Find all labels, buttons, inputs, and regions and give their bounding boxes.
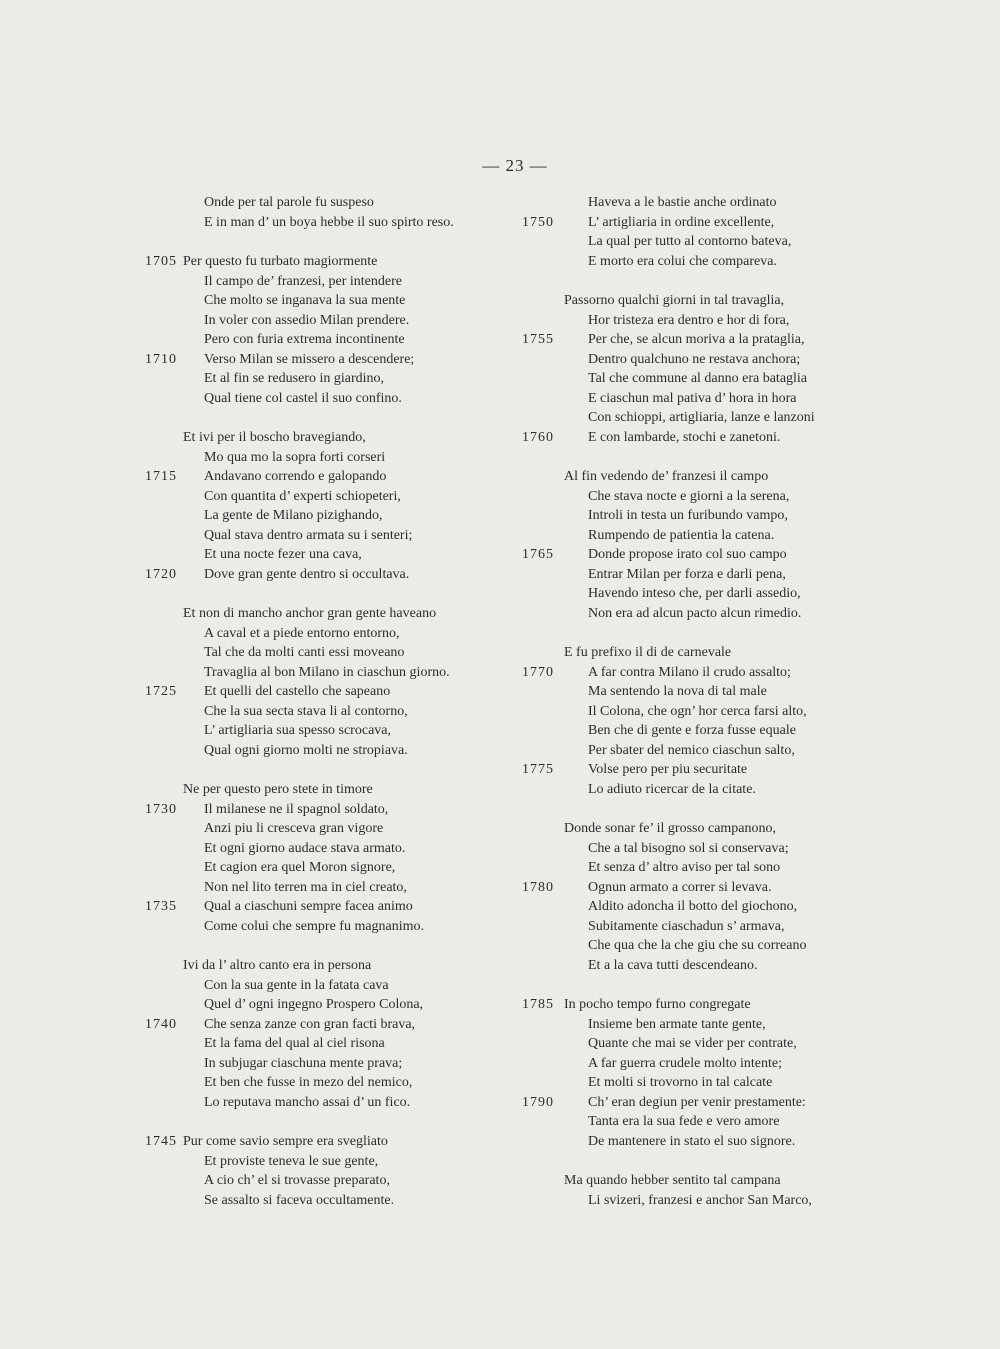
verse-text: A caval et a piede entorno entorno, <box>204 625 400 641</box>
verse-line <box>145 858 525 878</box>
stanza <box>145 428 525 584</box>
verse-line <box>145 682 525 702</box>
verse-line <box>522 487 882 507</box>
line-number: 1710 <box>145 351 177 367</box>
stanza-gap <box>145 760 525 780</box>
verse-line <box>522 584 882 604</box>
line-number: 1715 <box>145 469 177 484</box>
stanza-gap <box>522 623 882 643</box>
verse-line <box>522 780 882 800</box>
verse-line <box>145 643 525 663</box>
verse-text: Lo reputava mancho assai d’ un fico. <box>204 1094 411 1110</box>
verse-text: Che senza zanze con gran facti brava, <box>204 1016 416 1032</box>
verse-text: Et una nocte fezer una cava, <box>204 547 362 562</box>
line-number: 1750 <box>522 214 554 230</box>
verse-text: Insieme ben armate tante gente, <box>588 1016 766 1032</box>
line-number: 1760 <box>522 429 554 445</box>
verse-text: Et ben che fusse in mezo del nemico, <box>204 1075 413 1090</box>
verse-line <box>145 897 525 917</box>
verse-line <box>145 1152 525 1172</box>
line-number: 1765 <box>522 547 554 562</box>
verse-line <box>522 526 882 546</box>
verse-line <box>522 311 882 331</box>
verse-text: L’ artigliaria in ordine excellente, <box>588 214 775 230</box>
verse-line <box>522 565 882 585</box>
stanza-gap <box>145 408 525 428</box>
stanza <box>145 193 525 232</box>
stanza-gap <box>522 271 882 291</box>
verse-line <box>145 330 525 350</box>
verse-line <box>522 1132 882 1152</box>
verse-text: Come colui che sempre fu magnanimo. <box>204 918 425 934</box>
verse-line <box>522 1073 882 1093</box>
verse-line <box>145 545 525 565</box>
verse-text: Tal che da molti canti essi moveano <box>204 645 405 660</box>
verse-text: Qual ogni giorno molti ne stropiava. <box>204 742 408 758</box>
verse-line <box>522 428 882 448</box>
verse-text: Aldito adoncha il botto del giochono, <box>588 899 798 914</box>
verse-line <box>522 682 882 702</box>
verse-text: Con schioppi, artigliaria, lanze e lanzoni <box>588 410 815 425</box>
verse-line <box>522 956 882 976</box>
verse-line <box>145 1191 525 1211</box>
line-number: 1790 <box>522 1094 554 1110</box>
verse-text: A cio ch’ el si trovasse preparato, <box>204 1173 390 1188</box>
verse-text: In pocho tempo furno congregate <box>564 997 751 1012</box>
verse-text: Rumpendo de patientia la catena. <box>588 527 775 543</box>
line-number: 1735 <box>145 899 177 914</box>
verse-line <box>522 936 882 956</box>
line-number: 1745 <box>145 1134 177 1149</box>
verse-text: Et proviste teneva le sue gente, <box>204 1153 379 1169</box>
verse-text: Qual a ciaschuni sempre facea animo <box>204 899 413 914</box>
verse-text: E con lambarde, stochi e zanetoni. <box>588 429 781 445</box>
verse-text: Et ivi per il boscho bravegiando, <box>183 430 366 445</box>
verse-line <box>522 213 882 233</box>
verse-line <box>145 1073 525 1093</box>
verse-line <box>522 741 882 761</box>
verse-line <box>522 408 882 428</box>
verse-line <box>522 291 882 311</box>
verse-text: Ne per questo pero stete in timore <box>183 782 373 797</box>
verse-text: E fu prefixo il di de carnevale <box>564 645 732 660</box>
verse-line <box>145 311 525 331</box>
verse-line <box>522 350 882 370</box>
stanza <box>522 193 882 271</box>
verse-text: Et a la cava tutti descendeano. <box>588 957 758 973</box>
verse-text: Onde per tal parole fu suspeso <box>204 195 374 210</box>
stanza <box>522 995 882 1151</box>
verse-text: Tal che commune al danno era bataglia <box>588 371 808 386</box>
verse-text: Passorno qualchi giorni in tal travaglia, <box>564 293 785 308</box>
verse-text: Che qua che la che giu che su correano <box>588 938 807 953</box>
stanza <box>145 956 525 1112</box>
verse-text: Il campo de’ franzesi, per intendere <box>204 273 402 289</box>
verse-line <box>522 917 882 937</box>
verse-line <box>522 1112 882 1132</box>
stanza-gap <box>145 232 525 252</box>
verse-line <box>522 252 882 272</box>
verse-line <box>145 506 525 526</box>
verse-text: Per questo fu turbato magiormente <box>183 254 378 269</box>
verse-text: Et la fama del qual al ciel risona <box>204 1036 385 1051</box>
line-number: 1780 <box>522 879 554 895</box>
verse-line <box>522 760 882 780</box>
line-number: 1725 <box>145 684 177 699</box>
verse-text: Quel d’ ogni ingegno Prospero Colona, <box>204 997 424 1012</box>
verse-text: Che a tal bisogno sol si conservava; <box>588 840 789 856</box>
stanza <box>522 1171 882 1210</box>
verse-text: Per sbater del nemico ciaschun salto, <box>588 742 795 758</box>
verse-text: Che molto se inganava la sua mente <box>204 293 406 308</box>
verse-line <box>522 1171 882 1191</box>
verse-text: Et non di mancho anchor gran gente haveano <box>183 606 437 621</box>
verse-line <box>145 702 525 722</box>
verse-line <box>522 1015 882 1035</box>
verse-line <box>145 721 525 741</box>
verse-text: Pero con furia extrema incontinente <box>204 332 405 347</box>
verse-text: Dove gran gente dentro si occultava. <box>204 566 410 582</box>
verse-text: A far contra Milano il crudo assalto; <box>588 664 791 680</box>
verse-line <box>522 663 882 683</box>
verse-line <box>522 721 882 741</box>
stanza-gap <box>522 1151 882 1171</box>
verse-text: Mo qua mo la sopra forti corseri <box>204 449 386 465</box>
stanza-gap <box>145 584 525 604</box>
verse-line <box>145 1054 525 1074</box>
verse-line <box>145 526 525 546</box>
verse-text: Ognun armato a correr si levava. <box>588 879 772 895</box>
verse-text: Andavano correndo e galopando <box>204 469 387 484</box>
verse-text: Anzi piu li cresceva gran vigore <box>204 821 384 836</box>
verse-line <box>522 819 882 839</box>
verse-text: Che la sua secta stava li al contorno, <box>204 703 408 719</box>
verse-line <box>145 604 525 624</box>
verse-line <box>145 252 525 272</box>
verse-text: Subitamente ciaschadun s’ armava, <box>588 918 785 934</box>
verse-line <box>522 545 882 565</box>
verse-text: Et quelli del castello che sapeano <box>204 684 391 699</box>
verse-line <box>145 467 525 487</box>
verse-line <box>145 976 525 996</box>
verse-line <box>145 1093 525 1113</box>
verse-text: Al fin vedendo de’ franzesi il campo <box>564 469 769 484</box>
verse-text: De mantenere in stato el suo signore. <box>588 1133 796 1149</box>
verse-text: Qual stava dentro armata su i senteri; <box>204 527 413 543</box>
line-number: 1730 <box>145 801 177 817</box>
verse-text: La gente de Milano pizighando, <box>204 508 383 523</box>
verse-line <box>145 272 525 292</box>
verse-text: E ciaschun mal pativa d’ hora in hora <box>588 390 797 406</box>
verse-line <box>522 878 882 898</box>
verse-line <box>522 1093 882 1113</box>
verse-text: Et al fin se redusero in giardino, <box>204 371 385 386</box>
line-number: 1775 <box>522 762 554 777</box>
verse-text: Ma quando hebber sentito tal campana <box>564 1173 781 1188</box>
verse-text: Lo adiuto ricercar de la citate. <box>588 781 756 797</box>
verse-text: Per che, se alcun moriva a la prataglia, <box>588 332 805 347</box>
verse-line <box>522 506 882 526</box>
verse-line <box>145 1132 525 1152</box>
verse-text: Travaglia al bon Milano in ciaschun giorno. <box>204 664 450 680</box>
verse-line <box>145 369 525 389</box>
verse-line <box>522 839 882 859</box>
verse-text: Dentro qualchuno ne restava anchora; <box>588 351 801 367</box>
verse-text: In subjugar ciaschuna mente prava; <box>204 1055 403 1071</box>
verse-line <box>145 780 525 800</box>
stanza <box>145 604 525 760</box>
verse-text: Il Colona, che ogn’ hor cerca farsi alto, <box>588 703 807 719</box>
verse-line <box>522 193 882 213</box>
verse-text: Tanta era la sua fede e vero amore <box>588 1114 780 1129</box>
verse-line <box>145 1015 525 1035</box>
verse-text: Et cagion era quel Moron signore, <box>204 860 396 875</box>
stanza <box>522 643 882 799</box>
stanza-gap <box>145 936 525 956</box>
verse-text: Pur come savio sempre era svegliato <box>183 1134 388 1149</box>
verse-line <box>145 624 525 644</box>
verse-line <box>145 350 525 370</box>
verse-line <box>145 291 525 311</box>
verse-text: Il milanese ne il spagnol soldato, <box>204 801 389 817</box>
verse-line <box>522 702 882 722</box>
verse-line <box>145 1171 525 1191</box>
verse-line <box>522 858 882 878</box>
verse-text: Et molti si trovorno in tal calcate <box>588 1075 773 1090</box>
verse-line <box>522 389 882 409</box>
verse-text: In voler con assedio Milan prendere. <box>204 312 410 328</box>
verse-text: Et ogni giorno audace stava armato. <box>204 840 406 856</box>
verse-text: Et senza d’ altro aviso per tal sono <box>588 860 781 875</box>
verse-text: Che stava nocte e giorni a la serena, <box>588 488 790 504</box>
verse-text: Ben che di gente e forza fusse equale <box>588 723 796 738</box>
line-number: 1755 <box>522 332 554 347</box>
verse-line <box>145 995 525 1015</box>
verse-text: L’ artigliaria sua spesso scrocava, <box>204 723 391 738</box>
verse-line <box>522 1054 882 1074</box>
verse-text: Verso Milan se missero a descendere; <box>204 351 415 367</box>
verse-line <box>145 878 525 898</box>
verse-line <box>522 232 882 252</box>
stanza <box>145 252 525 408</box>
stanza <box>145 1132 525 1210</box>
verse-text: Ma sentendo la nova di tal male <box>588 684 767 699</box>
stanza-gap <box>522 799 882 819</box>
verse-line <box>145 487 525 507</box>
stanza <box>522 819 882 975</box>
verse-line <box>522 1191 882 1211</box>
stanza-gap <box>522 975 882 995</box>
stanza <box>522 467 882 623</box>
verse-line <box>522 604 882 624</box>
verse-line <box>522 897 882 917</box>
verse-text: Quante che mai se vider per contrate, <box>588 1036 797 1051</box>
verse-line <box>145 819 525 839</box>
verse-text: Havendo inteso che, per darli assedio, <box>588 586 801 601</box>
verse-text: Li svizeri, franzesi e anchor San Marco, <box>588 1192 812 1208</box>
line-number: 1720 <box>145 566 177 582</box>
verse-text: E in man d’ un boya hebbe il suo spirto reso. <box>204 214 454 230</box>
verse-line <box>145 917 525 937</box>
line-number: 1705 <box>145 254 177 269</box>
verse-line <box>522 467 882 487</box>
verse-line <box>145 839 525 859</box>
verse-text: Volse pero per piu securitate <box>588 762 748 777</box>
verse-text: Qual tiene col castel il suo confino. <box>204 390 402 406</box>
verse-line <box>145 741 525 761</box>
verse-line <box>522 995 882 1015</box>
verse-line <box>145 428 525 448</box>
stanza-gap <box>522 447 882 467</box>
verse-text: A far guerra crudele molto intente; <box>588 1055 782 1071</box>
line-number: 1785 <box>522 997 554 1012</box>
line-number: 1770 <box>522 664 554 680</box>
verse-text: Entrar Milan per forza e darli pena, <box>588 566 786 582</box>
verse-text: Introli in testa un furibundo vampo, <box>588 508 788 523</box>
verse-line <box>145 565 525 585</box>
verse-line <box>145 1034 525 1054</box>
verse-line <box>145 448 525 468</box>
stanza-gap <box>145 1112 525 1132</box>
verse-text: Se assalto si faceva occultamente. <box>204 1192 395 1208</box>
right-column <box>522 193 882 1210</box>
verse-text: E morto era colui che compareva. <box>588 253 777 269</box>
verse-text: Non nel lito terren ma in ciel creato, <box>204 879 407 895</box>
line-number: 1740 <box>145 1016 177 1032</box>
verse-line <box>145 389 525 409</box>
verse-text: Haveva a le bastie anche ordinato <box>588 195 777 210</box>
left-column <box>145 193 525 1210</box>
verse-text: La qual per tutto al contorno bateva, <box>588 234 792 249</box>
verse-line <box>522 330 882 350</box>
verse-line <box>522 643 882 663</box>
stanza <box>145 780 525 936</box>
verse-text: Hor tristeza era dentro e hor di fora, <box>588 312 790 328</box>
verse-text: Con quantita d’ experti schiopeteri, <box>204 488 401 504</box>
verse-line <box>145 193 525 213</box>
verse-text: Ch’ eran degiun per venir prestamente: <box>588 1094 806 1110</box>
verse-text: Non era ad alcun pacto alcun rimedio. <box>588 605 802 621</box>
verse-text: Donde sonar fe’ il grosso campanono, <box>564 821 777 836</box>
verse-text: Donde propose irato col suo campo <box>588 547 787 562</box>
verse-line <box>522 369 882 389</box>
verse-text: Ivi da l’ altro canto era in persona <box>183 958 372 973</box>
stanza <box>522 291 882 447</box>
verse-line <box>145 956 525 976</box>
page-number: — 23 — <box>482 156 548 175</box>
verse-line <box>145 213 525 233</box>
verse-line <box>145 663 525 683</box>
verse-line <box>145 800 525 820</box>
verse-text: Con la sua gente in la fatata cava <box>204 977 389 993</box>
verse-line <box>522 1034 882 1054</box>
